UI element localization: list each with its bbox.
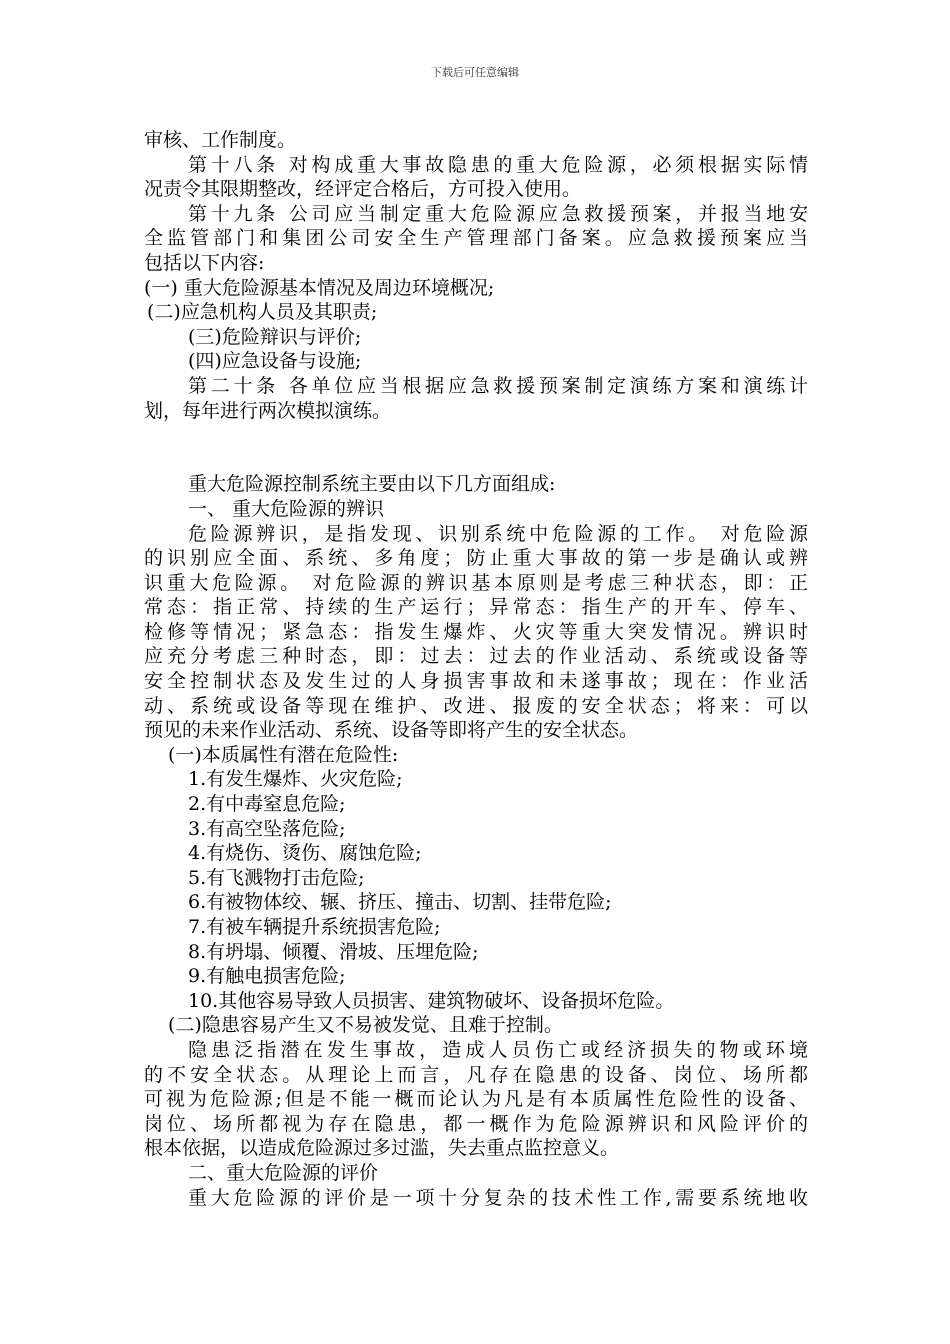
text-line: 划，每年进行两次模拟演练。 [144, 399, 392, 422]
text-line: 二、重大危险源的评价 [188, 1161, 379, 1184]
blank-line [144, 448, 808, 473]
text-line: 的识别应全面、系统、多角度；防止重大事故的第一步是确认或辨 [144, 547, 808, 570]
text-line: 常态：指正常、持续的生产运行；异常态：指生产的开车、停车、 [144, 596, 808, 619]
text-line: 况责令其限期整改，经评定合格后，方可投入使用。 [144, 178, 582, 201]
text-line: 2.有中毒窒息危险; [188, 793, 346, 816]
text-line: 隐患泛指潜在发生事故，造成人员伤亡或经济损失的物或环境 [188, 1038, 808, 1061]
text-line: 7.有被车辆提升系统损害危险; [188, 916, 441, 938]
text-line: 危险源辨识，是指发现、识别系统中危险源的工作。 对危险源 [188, 522, 808, 545]
text-line: 安全控制状态及发生过的人身损害事故和未遂事故；现在：作业活 [144, 670, 808, 693]
text-line: 8.有坍塌、倾覆、滑坡、压埋危险; [188, 940, 479, 963]
text-line: (一)本质属性有潜在危险性: [168, 743, 399, 766]
text-line: 5.有飞溅物打击危险; [188, 866, 365, 889]
text-line: 岗位、场所都视为存在隐患，都一概作为危险源辨识和风险评价的 [144, 1112, 808, 1135]
text-line: 3.有高空坠落危险; [188, 817, 346, 840]
text-line: (三)危险辩识与评价; [188, 325, 362, 348]
text-line: 第十八条 对构成重大事故隐患的重大危险源，必须根据实际情 [188, 153, 808, 176]
text-line: 的不安全状态。从理论上而言，凡存在隐患的设备、岗位、场所都 [144, 1063, 808, 1086]
text-line: 识重大危险源。 对危险源的辨识基本原则是考虑三种状态，即：正 [144, 571, 808, 594]
document-body [144, 128, 808, 1210]
text-line: 全监管部门和集团公司安全生产管理部门备案。应急救援预案应当 [144, 227, 808, 250]
text-line: 9.有触电损害危险; [188, 965, 346, 988]
text-line: 重大危险源控制系统主要由以下几方面组成: [188, 473, 556, 496]
page-header-note: 下载后可任意编辑 [431, 66, 519, 79]
text-line: 检修等情况；紧急态：指发生爆炸、火灾等重大突发情况。辨识时 [144, 620, 808, 643]
text-line: 一、 重大危险源的辨识 [188, 497, 385, 520]
text-line: (四)应急设备与设施; [188, 350, 362, 373]
blank-line [144, 423, 808, 448]
text-line: 可视为危险源;但是不能一概而论认为凡是有本质属性危险性的设备、 [144, 1088, 808, 1111]
text-line: 动、系统或设备等现在维护、改进、报废的安全状态；将来：可以 [144, 694, 808, 717]
text-line: 重大危险源的评价是一项十分复杂的技术性工作,需要系统地收 [188, 1186, 808, 1209]
text-line: 根本依据，以造成危险源过多过滥，失去重点监控意义。 [144, 1137, 620, 1160]
text-line: 应充分考虑三种时态，即：过去：过去的作业活动、系统或设备等 [144, 645, 808, 668]
text-line: (二)隐患容易产生又不易被发觉、且难于控制。 [168, 1014, 563, 1037]
text-line: 1.有发生爆炸、火灾危险; [188, 768, 403, 791]
text-line: 4.有烧伤、烫伤、腐蚀危险; [188, 842, 422, 865]
text-line: (一) 重大危险源基本情况及周边环境概况; [144, 276, 495, 299]
text-line: 6.有被物体绞、辗、挤压、撞击、切割、挂带危险; [188, 891, 612, 914]
text-line: 预见的未来作业活动、系统、设备等即将产生的安全状态。 [144, 719, 639, 742]
text-line: 10.其他容易导致人员损害、建筑物破坏、设备损坏危险。 [188, 989, 675, 1012]
text-line: 第二十条 各单位应当根据应急救援预案制定演练方案和演练计 [188, 374, 808, 397]
text-line: (二)应急机构人员及其职责; [147, 301, 378, 324]
text-line: 包括以下内容: [144, 251, 265, 274]
text-line: 审核、工作制度。 [144, 129, 297, 151]
text-line: 第十九条 公司应当制定重大危险源应急救援预案，并报当地安 [188, 202, 808, 225]
